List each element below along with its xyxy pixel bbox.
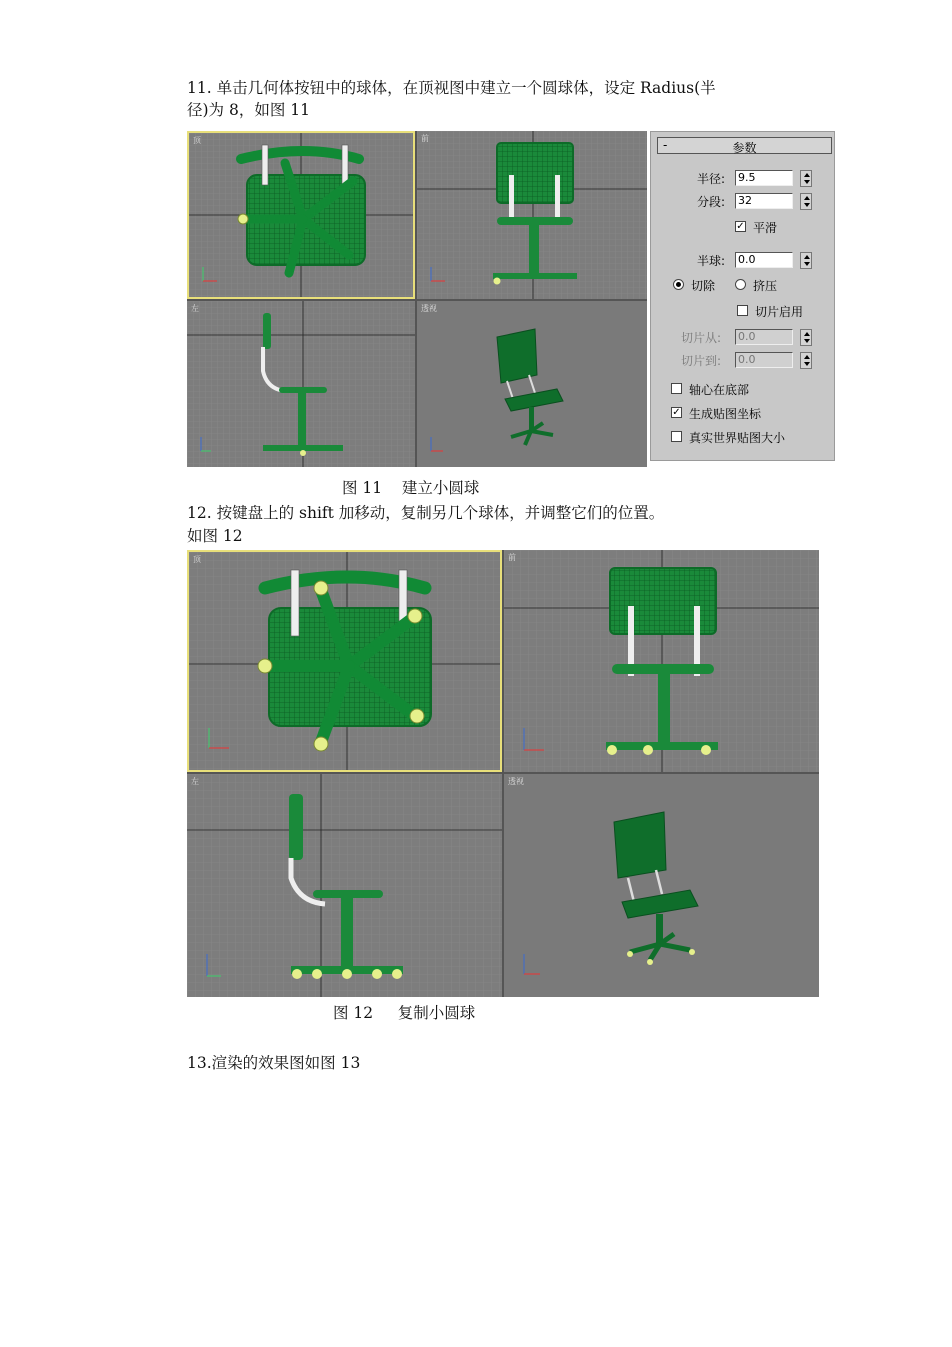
figure-11 [187,131,647,467]
viewport-perspective[interactable] [417,301,647,467]
viewport-perspective-label: 透视 [421,304,437,313]
radius-input[interactable]: 9.5 [735,170,793,186]
slice-on-checkbox[interactable] [737,305,748,316]
step13-line1: 13.渲染的效果图如图 13 [187,1054,361,1072]
viewport-left[interactable] [187,301,415,467]
segments-spinner[interactable] [800,193,812,210]
slice-from-input[interactable]: 0.0 [735,329,793,345]
chop-radio[interactable] [673,279,684,290]
slice-from-label: 切片从: [681,331,722,345]
viewport-front-label: 前 [421,134,429,143]
real-world-map-checkbox[interactable] [671,431,682,442]
segments-input[interactable]: 32 [735,193,793,209]
chop-label: 切除 [691,279,716,293]
step12-line1: 12. 按键盘上的 shift 加移动，复制另几个球体，并调整它们的位置。 [187,504,665,522]
viewport-left-label: 左 [191,304,199,313]
viewport-perspective[interactable] [504,774,819,997]
base-to-pivot-checkbox[interactable] [671,383,682,394]
smooth-label: 平滑 [753,221,778,235]
radius-spinner[interactable] [800,170,812,187]
viewport-top[interactable] [187,131,415,299]
viewport-top-label: 顶 [193,136,201,145]
collapse-minus-icon[interactable]: - [663,138,668,152]
figure-12 [187,550,819,997]
figure-11-caption: 图 11 建立小圆球 [342,479,480,497]
step12-line2: 如图 12 [187,527,243,545]
viewport-top-label: 顶 [193,555,201,564]
viewport-left-label: 左 [191,777,199,786]
step11-line1: 11. 单击几何体按钮中的球体，在顶视图中建立一个圆球体，设定 Radius(半 [187,79,716,97]
radius-label: 半径: [697,172,726,186]
parameters-rollout-header[interactable] [657,137,832,154]
slice-from-spinner[interactable] [800,329,812,346]
step11-line2: 径)为 8，如图 11 [187,101,310,119]
viewport-top[interactable] [187,550,502,772]
rollout-title: 参数 [732,141,757,155]
viewport-perspective-label: 透视 [508,777,524,786]
segments-label: 分段: [697,195,726,209]
real-world-map-label: 真实世界贴图大小 [689,431,786,445]
viewport-front-label: 前 [508,553,516,562]
viewport-front[interactable] [417,131,647,299]
hemisphere-input[interactable]: 0.0 [735,252,793,268]
squash-label: 挤压 [753,279,778,293]
slice-to-label: 切片到: [681,354,722,368]
slice-to-input[interactable]: 0.0 [735,352,793,368]
squash-radio[interactable] [735,279,746,290]
hemisphere-label: 半球: [697,254,726,268]
hemisphere-spinner[interactable] [800,252,812,269]
viewport-front[interactable] [504,550,819,772]
figure-12-caption: 图 12 复制小圆球 [333,1004,476,1022]
slice-on-label: 切片启用 [755,305,804,319]
base-to-pivot-label: 轴心在底部 [689,383,750,397]
slice-to-spinner[interactable] [800,352,812,369]
gen-map-coords-checkbox[interactable]: ✓ [672,407,681,418]
sphere-parameters-panel [650,131,835,461]
smooth-checkbox[interactable]: ✓ [736,221,745,232]
viewport-left[interactable] [187,774,502,997]
gen-map-coords-label: 生成贴图坐标 [689,407,762,421]
